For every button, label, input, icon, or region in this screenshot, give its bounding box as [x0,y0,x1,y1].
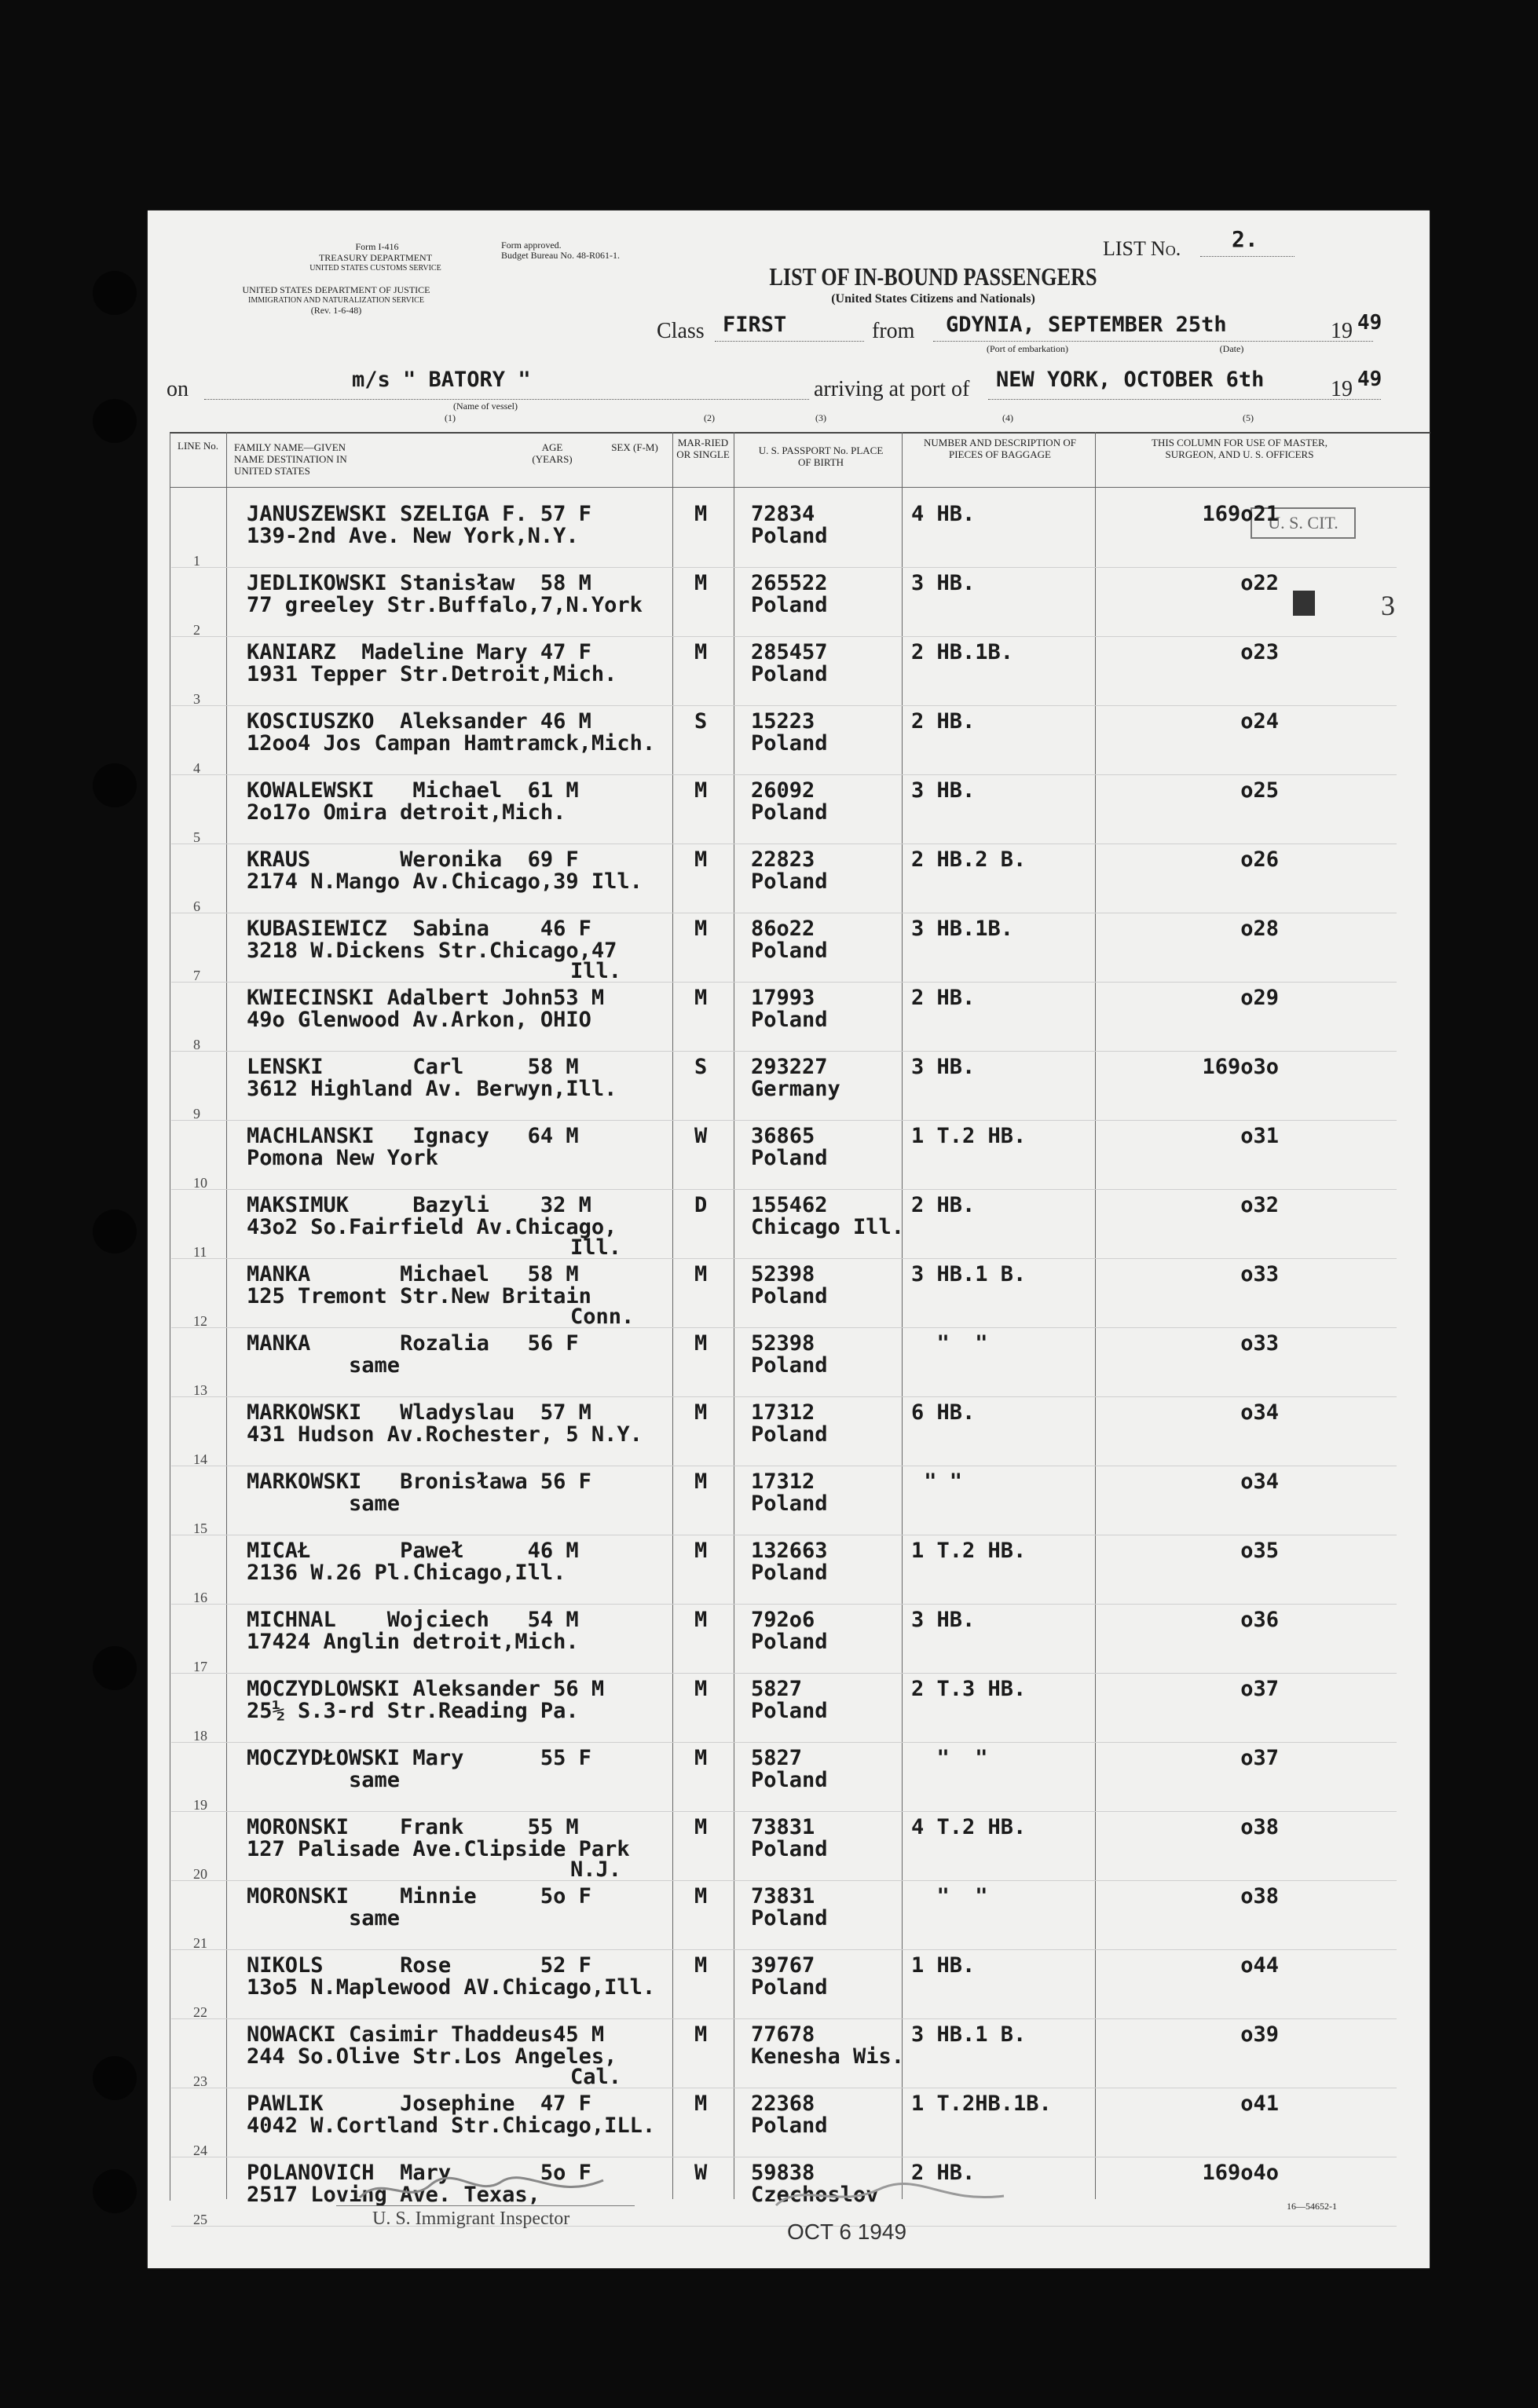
marital-status: M [694,1884,708,1908]
passenger-name-age-sex: MICAŁ Paweł 46 M [247,1539,579,1563]
us-citizen-stamp: U. S. CIT. [1251,507,1356,539]
destination-address: 244 So.Olive Str.Los Angeles, [247,2044,617,2069]
baggage: 3 HB.1 B. [911,1262,1027,1286]
baggage: 3 HB. [911,778,976,803]
place-of-birth: Poland [751,593,828,617]
scribble-mark [768,2174,1020,2213]
passenger-name-age-sex: MAKSIMUK Bazyli 32 M [247,1193,591,1217]
marital-status: S [694,709,708,734]
passenger-name-age-sex: MOCZYDŁOWSKI Mary 55 F [247,1746,591,1770]
budget-bureau: Budget Bureau No. 48-R061-1. [501,250,620,261]
passport-number: 17993 [751,986,815,1010]
marital-status: S [694,1055,708,1079]
baggage: 2 HB. [911,2161,976,2185]
marital-status: M [694,2022,708,2047]
arrival-value: NEW YORK, OCTOBER 6th [996,368,1265,392]
departure-year: 49 [1357,311,1382,335]
table-row [171,986,1397,1056]
punch-hole [93,2169,137,2213]
header-sex: SEX (F-M) [611,441,658,453]
officer-code: 169o21 [1202,502,1279,526]
passenger-name-age-sex: KOWALEWSKI Michael 61 M [247,778,579,803]
header-name: FAMILY NAME—GIVEN NAME DESTINATION IN UNITED STATES [234,441,347,477]
table-row [171,1470,1397,1539]
punch-hole [93,1646,137,1690]
passenger-name-age-sex: MARKOWSKI Wladyslau 57 M [247,1400,591,1425]
officer-code: o39 [1240,2022,1279,2047]
header-line-no: LINE No. [178,440,218,452]
place-of-birth: Chicago Ill. [751,1215,905,1239]
baggage: 4 T.2 HB. [911,1815,1027,1839]
baggage: 1 T.2 HB. [911,1539,1027,1563]
passport-number: 5827 [751,1746,803,1770]
marital-status: M [694,1677,708,1701]
place-of-birth: Poland [751,1561,828,1585]
place-of-birth: Poland [751,1491,828,1516]
baggage: 3 HB. [911,1055,976,1079]
passport-number: 86o22 [751,917,815,941]
passport-number: 73831 [751,1815,815,1839]
punch-hole [93,271,137,315]
place-of-birth: Poland [751,869,828,894]
passenger-name-age-sex: NIKOLS Rose 52 F [247,1953,591,1978]
form-approved: Form approved. [501,240,562,251]
passenger-name-age-sex: POLANOVICH Mary 5o F [247,2161,591,2185]
punch-hole [93,763,137,807]
officer-code: o35 [1240,1539,1279,1563]
list-no-label: LIST No. [1103,237,1181,260]
passport-number: 792o6 [751,1608,815,1632]
passenger-name-age-sex: JANUSZEWSKI SZELIGA F. 57 F [247,502,591,526]
baggage: 2 T.3 HB. [911,1677,1027,1701]
officer-code: o34 [1240,1469,1279,1494]
baggage: " " [911,1331,988,1356]
officer-code: o23 [1240,640,1279,664]
date-caption: (Date) [1219,343,1244,354]
vessel-name: m/s " BATORY " [352,368,531,392]
marital-status: M [694,640,708,664]
line-number: 5 [193,829,200,845]
place-of-birth: Poland [751,1768,828,1792]
place-of-birth: Poland [751,1906,828,1930]
ins-service: IMMIGRATION AND NATURALIZATION SERVICE [248,296,424,305]
destination-address-cont: Cal. [570,2065,622,2089]
baggage: 2 HB. [911,986,976,1010]
passenger-name-age-sex: KOSCIUSZKO Aleksander 46 M [247,709,591,734]
passport-number: 22823 [751,847,815,872]
line-number: 16 [193,1590,207,1605]
justice-dept: UNITED STATES DEPARTMENT OF JUSTICE [242,284,430,295]
marital-status: M [694,778,708,803]
table-row [171,1954,1397,2023]
destination-address-cont: Ill. [570,959,622,983]
passenger-name-age-sex: PAWLIK Josephine 47 F [247,2091,591,2116]
marital-status: M [694,2091,708,2116]
table-row [171,1125,1397,1194]
header-officers: THIS COLUMN FOR USE OF MASTER, SURGEON, AND U. S. OFFICERS [1152,437,1327,460]
table-row [171,1332,1397,1401]
marital-status: M [694,1262,708,1286]
table-row [171,2023,1397,2092]
passport-number: 72834 [751,502,815,526]
marital-status: M [694,1746,708,1770]
from-label: from [872,319,915,343]
passenger-name-age-sex: JEDLIKOWSKI Stanisław 58 M [247,571,591,595]
baggage: 2 HB. [911,709,976,734]
baggage: 2 HB. [911,1193,976,1217]
officer-code: o33 [1240,1262,1279,1286]
marital-status: M [694,847,708,872]
line-number: 10 [193,1175,207,1191]
passenger-name-age-sex: NOWACKI Casimir Thaddeus45 M [247,2022,605,2047]
destination-address: 139-2nd Ave. New York,N.Y. [247,524,579,548]
table-row [171,1194,1397,1263]
punch-hole [93,2056,137,2100]
marital-status: W [694,2161,708,2185]
table-row [171,1678,1397,1747]
passenger-name-age-sex: MANKA Michael 58 M [247,1262,579,1286]
destination-address: 431 Hudson Av.Rochester, 5 N.Y. [247,1422,643,1447]
passport-number: 15223 [751,709,815,734]
on-label: on [167,377,189,401]
baggage: 2 HB.1B. [911,640,1014,664]
table-row [171,1885,1397,1954]
officer-code: o26 [1240,847,1279,872]
line-number: 17 [193,1659,207,1674]
table-row [171,572,1397,641]
place-of-birth: Poland [751,1284,828,1308]
officer-code: o28 [1240,917,1279,941]
destination-address: 12oo4 Jos Campan Hamtramck,Mich. [247,731,656,756]
destination-address: same [247,1353,401,1378]
line-number: 24 [193,2143,207,2158]
line-number: 8 [193,1037,200,1052]
line-number: 11 [193,1244,207,1260]
passport-number: 59838 [751,2161,815,2185]
destination-address-cont: Conn. [570,1305,635,1329]
table-row [171,1263,1397,1332]
baggage: 1 T.2HB.1B. [911,2091,1052,2116]
punch-hole [93,1209,137,1253]
destination-address: 17424 Anglin detroit,Mich. [247,1630,579,1654]
inspector-signature [352,2166,650,2213]
place-of-birth: Poland [751,1699,828,1723]
line-number: 13 [193,1382,207,1398]
passport-number: 36865 [751,1124,815,1148]
line-number: 4 [193,760,200,776]
baggage: 4 HB. [911,502,976,526]
line-number: 3 [193,691,200,707]
officer-code: o37 [1240,1746,1279,1770]
destination-address: 2136 W.26 Pl.Chicago,Ill. [247,1561,566,1585]
officer-code: o34 [1240,1400,1279,1425]
table-row [171,848,1397,917]
date-stamp: OCT 6 1949 [787,2220,907,2244]
destination-address: Pomona New York [247,1146,438,1170]
officer-code: o24 [1240,709,1279,734]
place-of-birth: Kenesha Wis. [751,2044,905,2069]
officer-code: o33 [1240,1331,1279,1356]
officer-code: o36 [1240,1608,1279,1632]
line-number: 19 [193,1797,207,1813]
passenger-name-age-sex: KWIECINSKI Adalbert John53 M [247,986,605,1010]
destination-address: 3612 Highland Av. Berwyn,Ill. [247,1077,617,1101]
class-value: FIRST [723,313,787,337]
form-number: Form I-416 [355,241,399,252]
line-number: 6 [193,898,200,914]
destination-address: same [247,1491,401,1516]
passport-number: 5827 [751,1677,803,1701]
place-of-birth: Poland [751,1975,828,2000]
header-passport: U. S. PASSPORT No. PLACE OF BIRTH [758,445,884,468]
passport-number: 52398 [751,1331,815,1356]
place-of-birth: Poland [751,1837,828,1861]
line-number: 9 [193,1106,200,1122]
place-of-birth: Poland [751,2113,828,2138]
side-mark: 3 [1381,590,1395,621]
line-number: 23 [193,2073,207,2089]
passport-number: 285457 [751,640,828,664]
passport-number: 17312 [751,1400,815,1425]
destination-address: 125 Tremont Str.New Britain [247,1284,591,1308]
destination-address: 13o5 N.Maplewood AV.Chicago,Ill. [247,1975,656,2000]
table-row [171,1747,1397,1816]
marital-status: M [694,1539,708,1563]
officer-code: 169o4o [1202,2161,1279,2185]
table-row [171,503,1397,572]
destination-address-cont: N.J. [570,1857,622,1882]
passenger-name-age-sex: KRAUS Weronika 69 F [247,847,579,872]
header-baggage: NUMBER AND DESCRIPTION OF PIECES OF BAGGAGE [924,437,1076,460]
marital-status: M [694,1953,708,1978]
passport-number: 293227 [751,1055,828,1079]
punch-hole [93,399,137,443]
officer-code: o29 [1240,986,1279,1010]
arrival-year: 49 [1357,368,1382,391]
passenger-name-age-sex: LENSKI Carl 58 M [247,1055,579,1079]
place-of-birth: Poland [751,800,828,825]
destination-address: same [247,1768,401,1792]
marital-status: M [694,1815,708,1839]
destination-address: 2174 N.Mango Av.Chicago,39 Ill. [247,869,643,894]
place-of-birth: Poland [751,1422,828,1447]
form-code: 16—54652-1 [1287,2201,1337,2212]
marital-status: M [694,1331,708,1356]
col-number: (2) [704,412,715,423]
officer-code: o22 [1240,571,1279,595]
embarkation-value: GDYNIA, SEPTEMBER 25th [946,313,1227,337]
treasury-dept: TREASURY DEPARTMENT [318,252,433,263]
marital-status: D [694,1193,708,1217]
officer-code: o25 [1240,778,1279,803]
baggage: " " [911,1884,988,1908]
table-row [171,1056,1397,1125]
col-number: (1) [445,412,456,423]
baggage: " " [911,1469,963,1494]
table-row [171,1539,1397,1608]
destination-address: 77 greeley Str.Buffalo,7,N.York [247,593,643,617]
destination-address: 2o17o Omira detroit,Mich. [247,800,566,825]
passenger-name-age-sex: MARKOWSKI Bronisława 56 F [247,1469,591,1494]
place-of-birth: Poland [751,662,828,686]
line-number: 14 [193,1451,207,1467]
customs-service: UNITED STATES CUSTOMS SERVICE [309,264,441,273]
table-row [171,1401,1397,1470]
year-prefix-2: 19 [1331,377,1353,401]
officer-code: 169o3o [1202,1055,1279,1079]
place-of-birth: Poland [751,1353,828,1378]
vessel-caption: (Name of vessel) [453,401,518,412]
marital-status: M [694,917,708,941]
destination-address: 43o2 So.Fairfield Av.Chicago, [247,1215,617,1239]
table-row [171,2092,1397,2161]
col-number: (5) [1243,412,1254,423]
officer-code: o32 [1240,1193,1279,1217]
inspector-label: U. S. Immigrant Inspector [372,2209,570,2229]
table-row [171,1608,1397,1678]
passport-number: 265522 [751,571,828,595]
header-age: AGE (YEARS) [532,441,573,465]
table-row [171,779,1397,848]
list-no-value: 2. [1232,226,1258,252]
destination-address: 4042 W.Cortland Str.Chicago,ILL. [247,2113,656,2138]
port-embarkation-caption: (Port of embarkation) [987,343,1068,354]
line-number: 15 [193,1521,207,1536]
marital-status: M [694,571,708,595]
baggage: 2 HB.2 B. [911,847,1027,872]
destination-address-cont: Ill. [570,1235,622,1260]
passport-number: 22368 [751,2091,815,2116]
manifest-page [148,210,1430,2268]
destination-address: 2517 Loving Ave. Texas, [247,2183,540,2207]
officer-code: o37 [1240,1677,1279,1701]
passenger-name-age-sex: MACHLANSKI Ignacy 64 M [247,1124,579,1148]
destination-address: 3218 W.Dickens Str.Chicago,47 [247,939,617,963]
table-row [171,1816,1397,1885]
marital-status: M [694,502,708,526]
passport-number: 132663 [751,1539,828,1563]
line-number: 1 [193,553,200,569]
place-of-birth: Germany [751,1077,840,1101]
place-of-birth: Poland [751,524,828,548]
passport-number: 17312 [751,1469,815,1494]
table-row [171,641,1397,710]
marital-status: M [694,1469,708,1494]
marital-status: W [694,1124,708,1148]
passport-number: 73831 [751,1884,815,1908]
line-number: 21 [193,1935,207,1951]
arriving-label: arriving at port of [814,377,970,401]
table-row [171,710,1397,779]
officer-code: o41 [1240,2091,1279,2116]
marital-status: M [694,1608,708,1632]
marital-status: M [694,986,708,1010]
place-of-birth: Poland [751,1008,828,1032]
destination-address: 49o Glenwood Av.Arkon, OHIO [247,1008,591,1032]
line-number: 12 [193,1313,207,1329]
destination-address: 127 Palisade Ave.Clipside Park [247,1837,630,1861]
table-row [171,917,1397,986]
passport-number: 155462 [751,1193,828,1217]
class-label: Class [657,319,705,343]
place-of-birth: Poland [751,939,828,963]
officer-code: o44 [1240,1953,1279,1978]
passport-number: 77678 [751,2022,815,2047]
baggage: 1 HB. [911,1953,976,1978]
passenger-name-age-sex: KUBASIEWICZ Sabina 46 F [247,917,591,941]
line-number: 22 [193,2004,207,2020]
officer-code: o38 [1240,1815,1279,1839]
baggage: 3 HB. [911,571,976,595]
line-number: 25 [193,2212,207,2227]
place-of-birth: Poland [751,731,828,756]
line-number: 7 [193,968,200,983]
officer-code: o31 [1240,1124,1279,1148]
line-number: 2 [193,622,200,638]
passport-number: 26092 [751,778,815,803]
revision: (Rev. 1-6-48) [310,305,362,316]
passport-number: 52398 [751,1262,815,1286]
header-married: MAR-RIED OR SINGLE [676,437,730,460]
page-subtitle: (United States Citizens and Nationals) [831,292,1035,306]
col-number: (4) [1002,412,1013,423]
line-number: 18 [193,1728,207,1744]
baggage: 1 T.2 HB. [911,1124,1027,1148]
passenger-name-age-sex: KANIARZ Madeline Mary 47 F [247,640,591,664]
passenger-name-age-sex: MORONSKI Frank 55 M [247,1815,579,1839]
baggage: 3 HB.1B. [911,917,1014,941]
destination-address: same [247,1906,401,1930]
passenger-name-age-sex: MANKA Rozalia 56 F [247,1331,579,1356]
line-number: 20 [193,1866,207,1882]
col-number: (3) [815,412,826,423]
page-title: LIST OF IN-BOUND PASSENGERS [769,262,1097,291]
place-of-birth: Poland [751,1146,828,1170]
place-of-birth: Czechoslov [751,2183,879,2207]
officer-code: o38 [1240,1884,1279,1908]
baggage: 3 HB. [911,1608,976,1632]
destination-address: 25½ S.3-rd Str.Reading Pa. [247,1699,579,1723]
passenger-name-age-sex: MORONSKI Minnie 5o F [247,1884,591,1908]
baggage: " " [911,1746,988,1770]
passenger-name-age-sex: MICHNAL Wojciech 54 M [247,1608,579,1632]
passport-number: 39767 [751,1953,815,1978]
baggage: 6 HB. [911,1400,976,1425]
destination-address: 1931 Tepper Str.Detroit,Mich. [247,662,617,686]
year-prefix: 19 [1331,319,1353,343]
place-of-birth: Poland [751,1630,828,1654]
marital-status: M [694,1400,708,1425]
baggage: 3 HB.1 B. [911,2022,1027,2047]
passenger-name-age-sex: MOCZYDLOWSKI Aleksander 56 M [247,1677,605,1701]
